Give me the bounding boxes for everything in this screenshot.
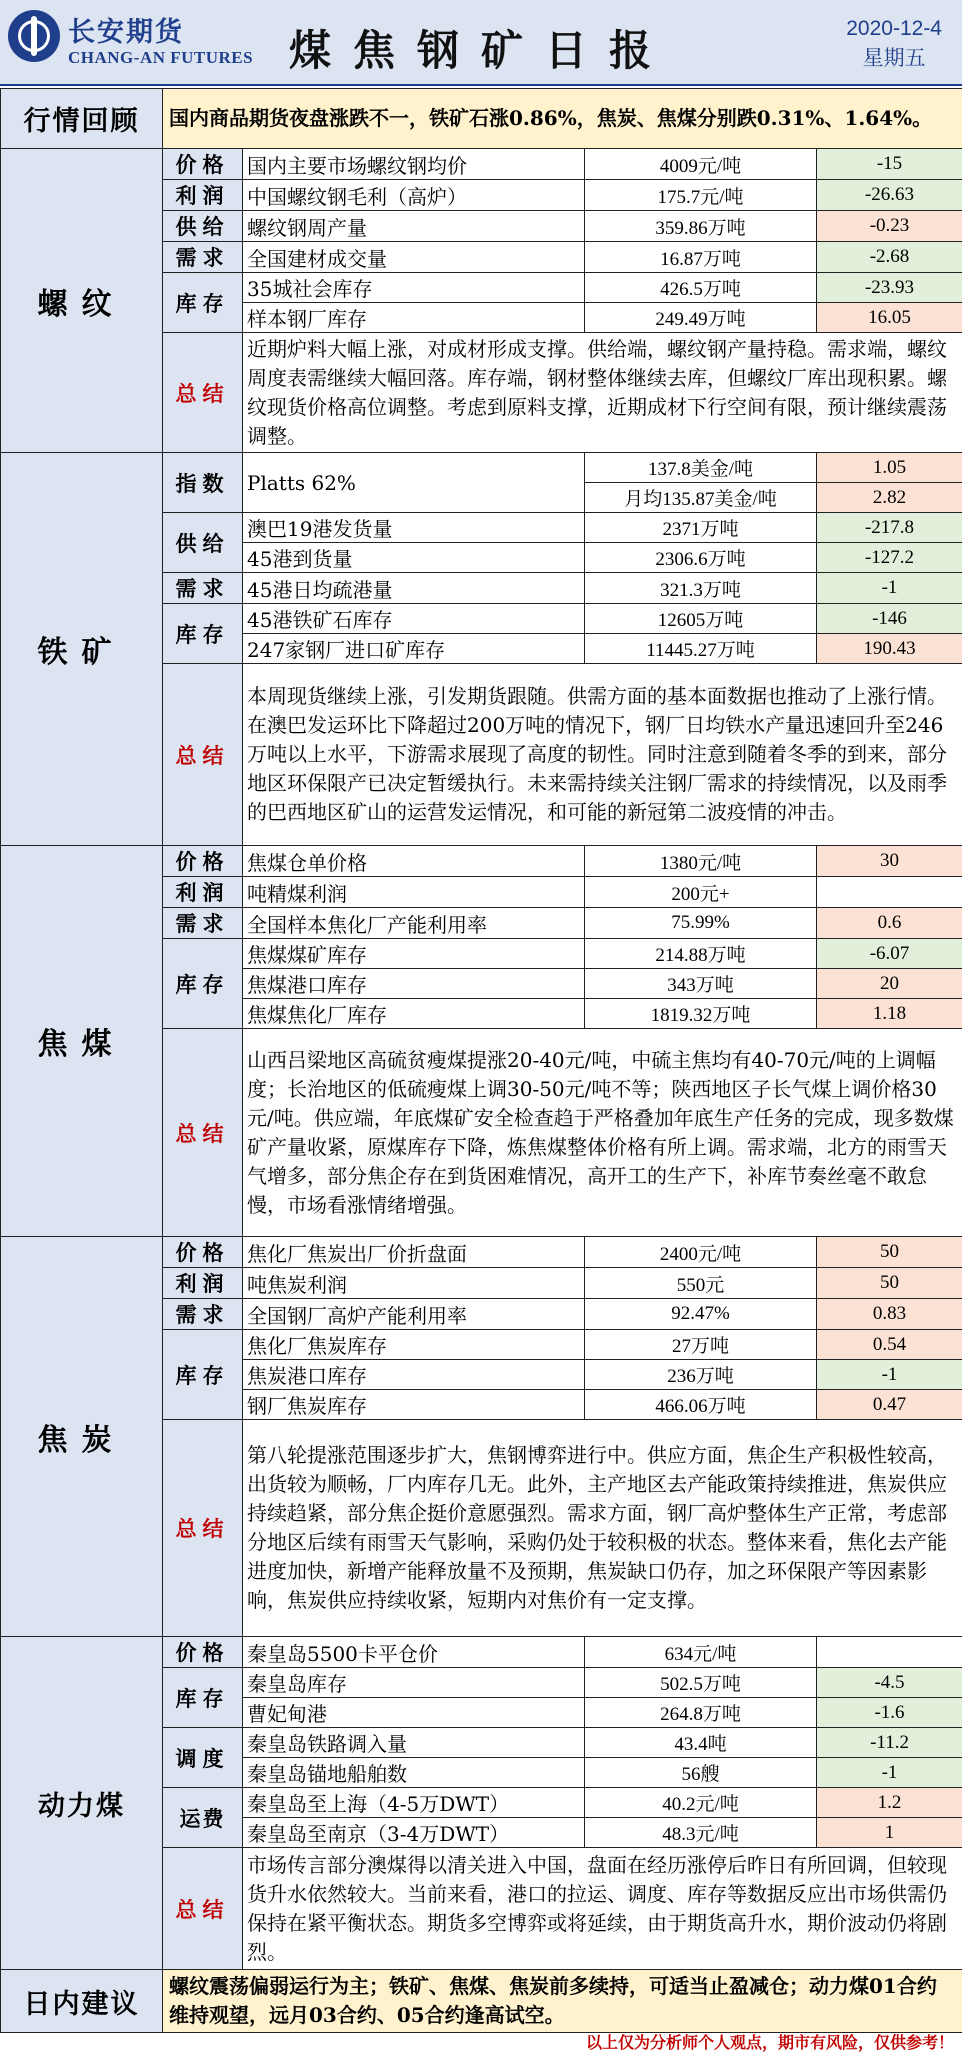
item-change: 0.47 [817,1390,962,1420]
item-change: -1 [817,1360,962,1390]
item-name: 焦化厂焦炭出厂价折盘面 [243,1237,585,1268]
item-change: 2.82 [817,483,962,513]
advice-text: 螺纹震荡偏弱运行为主；铁矿、焦煤、焦炭前多续持，可适当止盈减仓；动力煤01合约维持观望，远月03合约、05合约逢高试空。 [163,1970,962,2033]
item-change: 0.6 [817,908,962,939]
item-name: 国内主要市场螺纹钢均价 [243,149,585,180]
category-label: 价格 [163,1637,243,1668]
item-change: 0.54 [817,1330,962,1360]
item-change: 1.05 [817,453,962,483]
category-label: 库存 [163,273,243,333]
item-change: 190.43 [817,634,962,664]
item-value: 1819.32万吨 [585,999,817,1029]
item-value: 214.88万吨 [585,939,817,969]
category-label: 需求 [163,1299,243,1330]
category-label: 指数 [163,453,243,513]
item-value: 200元+ [585,877,817,908]
item-value: 466.06万吨 [585,1390,817,1420]
category-label: 利润 [163,180,243,211]
item-change: -217.8 [817,513,962,543]
item-change: 1.18 [817,999,962,1029]
item-name: 焦化厂焦炭库存 [243,1330,585,1360]
summary-text: 本周现货继续上涨，引发期货跟随。供需方面的基本面数据也推动了上涨行情。在澳巴发运环比下降超过200万吨的情况下，钢厂日均铁水产量迅速回升至246万吨以上水平，下游需求展现了高度的韧性。同时注意到随着冬季的到来，部分地区环保限产已决定暂缓执行。未来需持续关注钢厂需求的持续情况，以及雨季的巴西地区矿山的运营发运情况，和可能的新冠第二波疫情的冲击。 [243,664,962,846]
item-value: 2371万吨 [585,513,817,543]
item-value: 137.8美金/吨 [585,453,817,483]
item-value: 175.7元/吨 [585,180,817,211]
item-name: 秦皇岛锚地船舶数 [243,1758,585,1788]
item-value: 502.5万吨 [585,1668,817,1698]
item-name: 45港到货量 [243,543,585,573]
item-change: -11.2 [817,1728,962,1758]
item-name: 钢厂焦炭库存 [243,1390,585,1420]
disclaimer: 以上仅为分析师个人观点，期市有风险，仅供参考！ [585,2033,954,2052]
item-name: 35城社会库存 [243,273,585,303]
report-table [0,88,962,2033]
review-label: 行情回顾 [1,89,163,149]
item-value: 48.3元/吨 [585,1818,817,1848]
table-row [1,149,962,180]
item-name: 焦煤煤矿库存 [243,939,585,969]
summary-label: 总结 [163,333,243,453]
item-value: 43.4吨 [585,1728,817,1758]
item-change: -15 [817,149,962,180]
item-change: 50 [817,1268,962,1299]
page-title: 煤焦钢矿日报 [288,26,673,75]
item-change: -127.2 [817,543,962,573]
category-label: 供给 [163,513,243,573]
item-value: 343万吨 [585,969,817,999]
category-label: 需求 [163,908,243,939]
category-label: 库存 [163,1330,243,1420]
item-name: 45港铁矿石库存 [243,604,585,634]
item-change: 30 [817,846,962,877]
item-name: 焦煤仓单价格 [243,846,585,877]
item-value: 92.47% [585,1299,817,1330]
category-label: 价格 [163,846,243,877]
report-date: 2020-12-4 [846,17,942,40]
item-change [817,1637,962,1668]
item-value: 月均135.87美金/吨 [585,483,817,513]
advice-row [1,1970,962,2033]
item-change: -26.63 [817,180,962,211]
category-label: 调度 [163,1728,243,1788]
summary-label: 总结 [163,1420,243,1637]
item-value: 2306.6万吨 [585,543,817,573]
category-label: 价格 [163,149,243,180]
item-change: -6.07 [817,939,962,969]
category-label: 利润 [163,1268,243,1299]
category-label: 库存 [163,939,243,1029]
category-label: 库存 [163,1668,243,1728]
item-value: 4009元/吨 [585,149,817,180]
item-name: 澳巴19港发货量 [243,513,585,543]
item-value: 264.8万吨 [585,1698,817,1728]
summary-text: 山西吕梁地区高硫贫瘦煤提涨20-40元/吨，中硫主焦均有40-70元/吨的上调幅度；长治地区的低硫瘦煤上调30-50元/吨不等；陕西地区子长气煤上调价格30元/吨。供应端，年底煤矿安全检查趋于严格叠加年底生产任务的完成，现多数煤矿产量收紧，原煤库存下降，炼焦煤整体价格有所上调。需求端，北方的雨雪天气增多，部分焦企存在到货困难情况，高开工的生产下，补库节奏丝毫不敢怠慢，市场看涨情绪增强。 [243,1029,962,1237]
summary-label: 总结 [163,1029,243,1237]
item-change: -2.68 [817,242,962,273]
item-name: Platts 62% [243,453,585,513]
section-rebar: 螺纹 [1,149,163,453]
table-row [1,453,962,483]
item-change: 16.05 [817,303,962,333]
item-value: 249.49万吨 [585,303,817,333]
item-name: 样本钢厂库存 [243,303,585,333]
item-name: 45港日均疏港量 [243,573,585,604]
report-date-block [846,14,942,74]
item-value: 16.87万吨 [585,242,817,273]
summary-text: 第八轮提涨范围逐步扩大，焦钢博弈进行中。供应方面，焦企生产积极性较高，出货较为顺畅，厂内库存几无。此外，主产地区去产能政策持续推进，焦炭供应持续趋紧，部分焦企挺价意愿强烈。需求方面，钢厂高炉整体生产正常，考虑部分地区后续有雨雪天气影响，采购仍处于较积极的状态。整体来看，焦化去产能进度加快，新增产能释放量不及预期，焦炭缺口仍存，加之环保限产等因素影响，焦炭供应持续收紧，短期内对焦价有一定支撑。 [243,1420,962,1637]
summary-text: 近期炉料大幅上涨，对成材形成支撑。供给端，螺纹钢产量持稳。需求端，螺纹周度表需继续大幅回落。库存端，钢材整体继续去库，但螺纹厂库出现积累。螺纹现货价格高位调整。考虑到原料支撑，近期成材下行空间有限，预计继续震荡调整。 [243,333,962,453]
item-change: 0.83 [817,1299,962,1330]
section-thermal-coal: 动力煤 [1,1637,163,1970]
item-value: 321.3万吨 [585,573,817,604]
item-name: 秦皇岛至上海（4-5万DWT） [243,1788,585,1818]
section-coke: 焦炭 [1,1237,163,1637]
item-name: 吨焦炭利润 [243,1268,585,1299]
item-value: 550元 [585,1268,817,1299]
item-value: 426.5万吨 [585,273,817,303]
item-name: 焦煤港口库存 [243,969,585,999]
item-value: 56艘 [585,1758,817,1788]
item-name: 全国钢厂高炉产能利用率 [243,1299,585,1330]
item-change: -1.6 [817,1698,962,1728]
item-name: 中国螺纹钢毛利（高炉） [243,180,585,211]
category-label: 利润 [163,877,243,908]
item-change: 50 [817,1237,962,1268]
item-change: -23.93 [817,273,962,303]
item-value: 11445.27万吨 [585,634,817,664]
item-value: 634元/吨 [585,1637,817,1668]
advice-label: 日内建议 [1,1970,163,2033]
item-change: -1 [817,1758,962,1788]
item-name: 全国样本焦化厂产能利用率 [243,908,585,939]
item-name: 焦炭港口库存 [243,1360,585,1390]
review-text: 国内商品期货夜盘涨跌不一，铁矿石涨0.86%，焦炭、焦煤分别跌0.31%、1.64%。 [163,89,962,149]
category-label: 需求 [163,573,243,604]
item-change: 1 [817,1818,962,1848]
item-name: 秦皇岛5500卡平仓价 [243,1637,585,1668]
item-name: 吨精煤利润 [243,877,585,908]
item-change: -4.5 [817,1668,962,1698]
category-label: 价格 [163,1237,243,1268]
item-change: -146 [817,604,962,634]
item-name: 247家钢厂进口矿库存 [243,634,585,664]
item-name: 秦皇岛库存 [243,1668,585,1698]
item-name: 秦皇岛铁路调入量 [243,1728,585,1758]
item-value: 75.99% [585,908,817,939]
item-change: -1 [817,573,962,604]
category-label: 供给 [163,211,243,242]
category-label: 需求 [163,242,243,273]
item-name: 螺纹钢周产量 [243,211,585,242]
item-change: 20 [817,969,962,999]
item-value: 40.2元/吨 [585,1788,817,1818]
item-name: 曹妃甸港 [243,1698,585,1728]
section-coking-coal: 焦煤 [1,846,163,1237]
summary-text: 市场传言部分澳煤得以清关进入中国，盘面在经历涨停后昨日有所回调，但较现货升水依然较大。当前来看，港口的拉运、调度、库存等数据反应出市场供需仍保持在紧平衡状态。期货多空博弈或将延续，由于期货高升水，期价波动仍将剧烈。 [243,1848,962,1970]
table-row [1,1637,962,1668]
review-row [1,89,962,149]
report-header [0,0,962,86]
summary-label: 总结 [163,664,243,846]
item-name: 全国建材成交量 [243,242,585,273]
item-value: 12605万吨 [585,604,817,634]
item-change: 1.2 [817,1788,962,1818]
table-row [1,846,962,877]
table-row [1,1237,962,1268]
item-value: 1380元/吨 [585,846,817,877]
item-value: 2400元/吨 [585,1237,817,1268]
category-label: 运费 [163,1788,243,1848]
report-weekday: 星期五 [862,47,926,70]
category-label: 库存 [163,604,243,664]
item-value: 27万吨 [585,1330,817,1360]
item-change: -0.23 [817,211,962,242]
item-value: 359.86万吨 [585,211,817,242]
company-name-cn: 长安期货 [68,17,184,48]
item-name: 焦煤焦化厂库存 [243,999,585,1029]
section-iron-ore: 铁矿 [1,453,163,846]
item-name: 秦皇岛至南京（3-4万DWT） [243,1818,585,1848]
company-name-en: CHANG-AN FUTURES [68,48,254,67]
item-change [817,877,962,908]
item-value: 236万吨 [585,1360,817,1390]
summary-label: 总结 [163,1848,243,1970]
